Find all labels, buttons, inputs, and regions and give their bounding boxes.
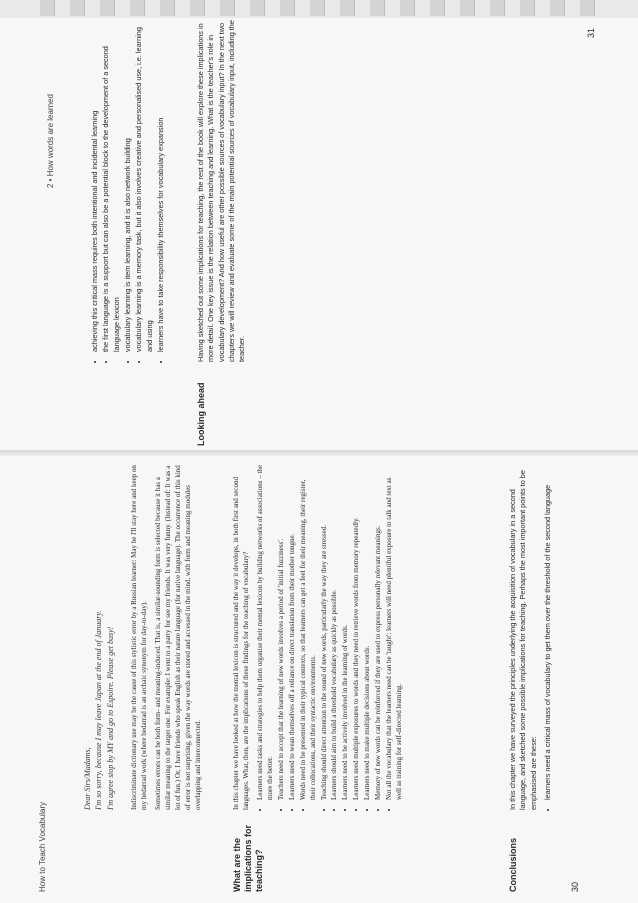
binding-tab — [70, 0, 85, 16]
paragraph: In this chapter we have looked at how the mental lexicon is structured and the way it develops, in both first and second languages. What, then, are the implications of these findings for the teaching of vocabulary? — [232, 477, 250, 810]
list-item: • the first language is a support but can also be a potential block to the development of a second language lexicon — [101, 17, 122, 352]
body-text — [130, 465, 208, 810]
section-heading: What are the implications for teaching? — [232, 824, 264, 892]
binding-tab — [100, 0, 115, 16]
list-item: • Learners need multiple exposures to words and they need to retrieve words from memory repeatedly. — [352, 465, 362, 800]
handwritten-line: I'm so sorry, because I may leave Japan at the end of January. — [94, 610, 104, 810]
section-heading: Looking ahead — [196, 382, 206, 446]
implications-list — [256, 465, 405, 810]
list-item: • Teachers need to accept that the learning of new words involves a period of 'initial fuzziness'. — [277, 465, 287, 800]
binding-tab — [370, 0, 385, 16]
list-item: • Not all the vocabulary that the learners need can be 'taught': learners will need plentiful exposure to talk and text as well as training for self-directed learning. — [385, 465, 405, 800]
paragraph: Indiscriminate dictionary use may be the cause of this stylistic error by a Russian learner: May be I'll stay here and keep on my bedarrad work (where bedarrad is an archaic synonym for day-to-day). — [130, 465, 148, 810]
binding-tab — [490, 0, 505, 16]
list-item: • Learners need to wean themselves off a reliance on direct translation from their mother tongue. — [288, 465, 298, 800]
list-item: • achieving this critical mass requires both intentional and incidental learning — [90, 17, 100, 352]
handwritten-note — [82, 465, 116, 810]
list-item: • Teaching should direct attention to the sound of new words, particularly the way they are stressed. — [320, 465, 330, 800]
list-item: • Words need to be presented in their typical contexts, so that learners can get a feel for their meaning, their register, their collocations, and their syntactic environments. — [299, 465, 319, 800]
handwritten-line: Dear Sirs/Madams, — [83, 747, 92, 810]
binding-tab — [550, 0, 565, 16]
list-item: • Learners need to be actively involved in the learning of words. — [341, 465, 351, 800]
binding-tab — [40, 0, 55, 16]
binding-tab — [310, 0, 325, 16]
binding-tab — [190, 0, 205, 16]
list-item: • Learners need to make multiple decisions about words. — [363, 465, 373, 800]
binding-tab — [460, 0, 475, 16]
binding-tab — [160, 0, 175, 16]
conclusions-section — [508, 465, 554, 810]
list-item: • learners have to take responsibility themselves for vocabulary expansion — [156, 17, 166, 352]
looking-ahead-text: Having sketched out some implications for teaching, the rest of the book will explore these implications in more detail. One key issue is the relation between teaching and learning. What is the teacher's role in vocabulary development? And how useful are other possible sources of vocabulary input? In the next two chapters we will review and evaluate some of the main potential sources of vocabulary input, including the teacher. — [196, 20, 247, 362]
handwritten-line: I'm agree stop by MY and go to Espoire. Please get busy! — [105, 626, 115, 810]
binding-tab — [220, 0, 235, 16]
list-item: • vocabulary learning is item learning, and it is also network building — [123, 17, 133, 352]
summary-list — [90, 17, 168, 362]
binding-tab — [130, 0, 145, 16]
implications-section — [232, 465, 406, 810]
binding-tab — [280, 0, 295, 16]
page-number: 30 — [570, 881, 580, 892]
conclusions-list — [543, 465, 553, 810]
binding-tab — [400, 0, 415, 16]
binding-tab — [430, 0, 445, 16]
binding-tab — [520, 0, 535, 16]
binding-tab — [250, 0, 265, 16]
running-head: 2 • How words are learned — [46, 94, 55, 188]
list-item: • learners need a critical mass of vocabulary to get them over the threshold of the second language — [543, 465, 553, 800]
binding-tab — [340, 0, 355, 16]
paragraph: In this chapter we have surveyed the principles underlying the acquisition of vocabulary in a second language, and sketched some possible implications for teaching. Perhaps the most important points to be emphasised are these: — [508, 470, 538, 810]
list-item: • Memory of new words can be reinforced if they are used to express personally relevant meanings. — [374, 465, 384, 800]
page-30 — [30, 464, 590, 892]
list-item: • Learners should aim to build a threshold vocabulary as quickly as possible. — [330, 465, 340, 800]
binding-tab — [580, 0, 595, 16]
list-item: • vocabulary learning is a memory task, but it also involves creative and personalised use, i.e. learning and using — [134, 17, 155, 352]
page-number: 31 — [586, 27, 596, 38]
book-spine — [0, 450, 638, 456]
page-31 — [46, 20, 606, 446]
paragraph: Sometimes errors can be both form- and meaning-induced. That is, a similar-sounding form is selected because it has a similar meaning to the target one. For example: I went to a party for see my friends. It was very funny. (Instead of: It was a lot of fun.) Or, I have friends who speak English as their nature language (for native language). The occurrence of this kind of error is not surprising, given the way words are stored and accessed in the mind, with form and meaning modules overlapping and interconnected. — [153, 465, 202, 810]
section-heading: Conclusions — [508, 837, 518, 892]
running-head: How to Teach Vocabulary — [38, 801, 47, 892]
list-item: • Learners need tasks and strategies to help them organise their mental lexicon by building networks of associations – the more the better. — [256, 465, 276, 800]
